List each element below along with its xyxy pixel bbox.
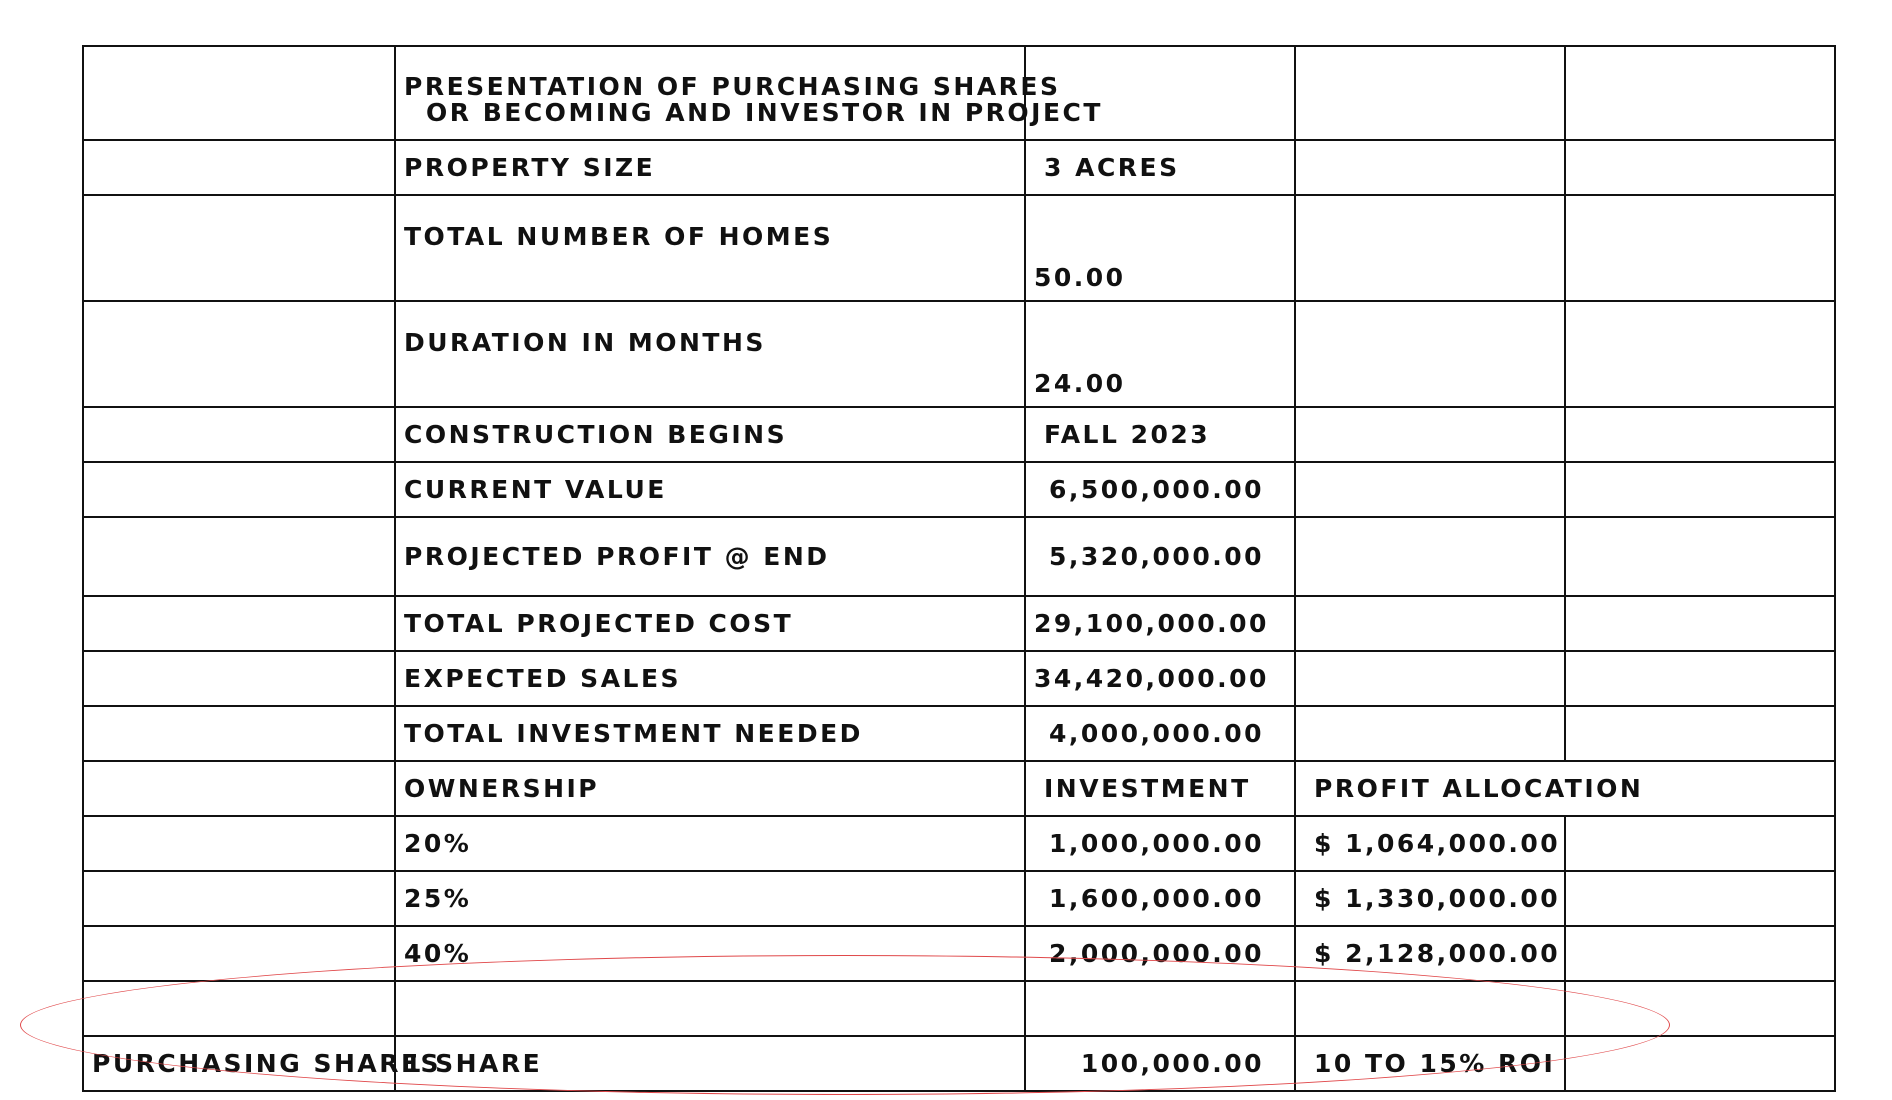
empty-cell <box>1565 816 1835 871</box>
empty-cell <box>1565 301 1835 407</box>
ownership-row <box>83 926 1835 981</box>
title-line-2: OR BECOMING AND INVESTOR IN PROJECT <box>426 98 1103 127</box>
ownership-row <box>83 871 1835 926</box>
ownership-header: OWNERSHIP <box>395 761 1025 816</box>
empty-cell <box>1295 706 1565 761</box>
detail-row-construction-begins <box>83 407 1835 462</box>
share-price: 100,000.00 <box>1025 1036 1295 1091</box>
empty-cell <box>1025 981 1295 1036</box>
purchasing-shares-row <box>83 1036 1835 1091</box>
detail-row-expected-sales <box>83 651 1835 706</box>
empty-cell <box>83 46 395 140</box>
detail-label: CONSTRUCTION BEGINS <box>395 407 1025 462</box>
detail-row-total-homes <box>83 195 1835 301</box>
empty-cell <box>83 816 395 871</box>
detail-value: 29,100,000.00 <box>1025 596 1295 651</box>
empty-cell <box>83 651 395 706</box>
detail-value: 50.00 <box>1025 195 1295 301</box>
ownership-profit: $ 2,128,000.00 <box>1295 926 1565 981</box>
investment-table <box>82 45 1836 1092</box>
empty-cell <box>1295 981 1565 1036</box>
detail-value: 5,320,000.00 <box>1025 517 1295 596</box>
detail-label: PROJECTED PROFIT @ END <box>395 517 1025 596</box>
empty-cell <box>1565 46 1835 140</box>
empty-cell <box>1565 871 1835 926</box>
empty-cell <box>1565 140 1835 195</box>
detail-row-total-projected-cost <box>83 596 1835 651</box>
empty-cell <box>83 301 395 407</box>
empty-cell <box>83 462 395 517</box>
empty-cell <box>83 407 395 462</box>
empty-cell <box>1295 517 1565 596</box>
detail-value: 24.00 <box>1025 301 1295 407</box>
empty-cell <box>1295 462 1565 517</box>
detail-label: TOTAL NUMBER OF HOMES <box>395 195 1025 301</box>
ownership-investment: 1,000,000.00 <box>1025 816 1295 871</box>
title-row <box>83 46 1835 140</box>
share-quantity: 1 SHARE <box>395 1036 1025 1091</box>
empty-cell <box>83 140 395 195</box>
empty-cell <box>1565 462 1835 517</box>
detail-label: PROPERTY SIZE <box>395 140 1025 195</box>
empty-cell <box>83 761 395 816</box>
ownership-row <box>83 816 1835 871</box>
empty-cell <box>1565 981 1835 1036</box>
investment-header: INVESTMENT <box>1025 761 1295 816</box>
empty-cell <box>83 871 395 926</box>
detail-value: 4,000,000.00 <box>1025 706 1295 761</box>
empty-cell <box>83 195 395 301</box>
empty-cell <box>395 981 1025 1036</box>
empty-cell <box>1295 596 1565 651</box>
detail-value: 3 ACRES <box>1025 140 1295 195</box>
detail-row-current-value <box>83 462 1835 517</box>
detail-label: EXPECTED SALES <box>395 651 1025 706</box>
ownership-investment: 2,000,000.00 <box>1025 926 1295 981</box>
detail-label: DURATION IN MONTHS <box>395 301 1025 407</box>
empty-cell <box>83 517 395 596</box>
empty-cell <box>1565 1036 1835 1091</box>
empty-cell <box>1565 651 1835 706</box>
share-roi: 10 TO 15% ROI <box>1295 1036 1565 1091</box>
empty-cell <box>1565 195 1835 301</box>
blank-row <box>83 981 1835 1036</box>
ownership-header-row <box>83 761 1835 816</box>
empty-cell <box>1295 301 1565 407</box>
empty-cell <box>83 596 395 651</box>
empty-cell <box>1565 407 1835 462</box>
ownership-investment: 1,600,000.00 <box>1025 871 1295 926</box>
empty-cell <box>83 926 395 981</box>
detail-label: TOTAL INVESTMENT NEEDED <box>395 706 1025 761</box>
empty-cell <box>1565 517 1835 596</box>
purchasing-shares-label: PURCHASING SHARES <box>83 1036 395 1091</box>
empty-cell <box>1565 596 1835 651</box>
ownership-percent: 40% <box>395 926 1025 981</box>
empty-cell <box>1295 407 1565 462</box>
ownership-profit: $ 1,330,000.00 <box>1295 871 1565 926</box>
presentation-title <box>395 46 1103 140</box>
ownership-percent: 20% <box>395 816 1025 871</box>
detail-row-projected-profit <box>83 517 1835 596</box>
detail-row-total-investment-needed <box>83 706 1835 761</box>
empty-cell <box>1565 706 1835 761</box>
detail-label: TOTAL PROJECTED COST <box>395 596 1025 651</box>
detail-row-duration <box>83 301 1835 407</box>
detail-value: 34,420,000.00 <box>1025 651 1295 706</box>
ownership-percent: 25% <box>395 871 1025 926</box>
empty-cell <box>1295 46 1565 140</box>
detail-value: FALL 2023 <box>1025 407 1295 462</box>
investment-presentation-sheet <box>82 45 1834 1078</box>
empty-cell <box>1295 195 1565 301</box>
profit-allocation-header: PROFIT ALLOCATION <box>1295 761 1835 816</box>
empty-cell <box>1295 140 1565 195</box>
empty-cell <box>1295 651 1565 706</box>
title-line-1: PRESENTATION OF PURCHASING SHARES <box>404 72 1061 101</box>
empty-cell <box>1565 926 1835 981</box>
empty-cell <box>83 981 395 1036</box>
empty-cell <box>83 706 395 761</box>
detail-value: 6,500,000.00 <box>1025 462 1295 517</box>
detail-row-property-size <box>83 140 1835 195</box>
detail-label: CURRENT VALUE <box>395 462 1025 517</box>
ownership-profit: $ 1,064,000.00 <box>1295 816 1565 871</box>
